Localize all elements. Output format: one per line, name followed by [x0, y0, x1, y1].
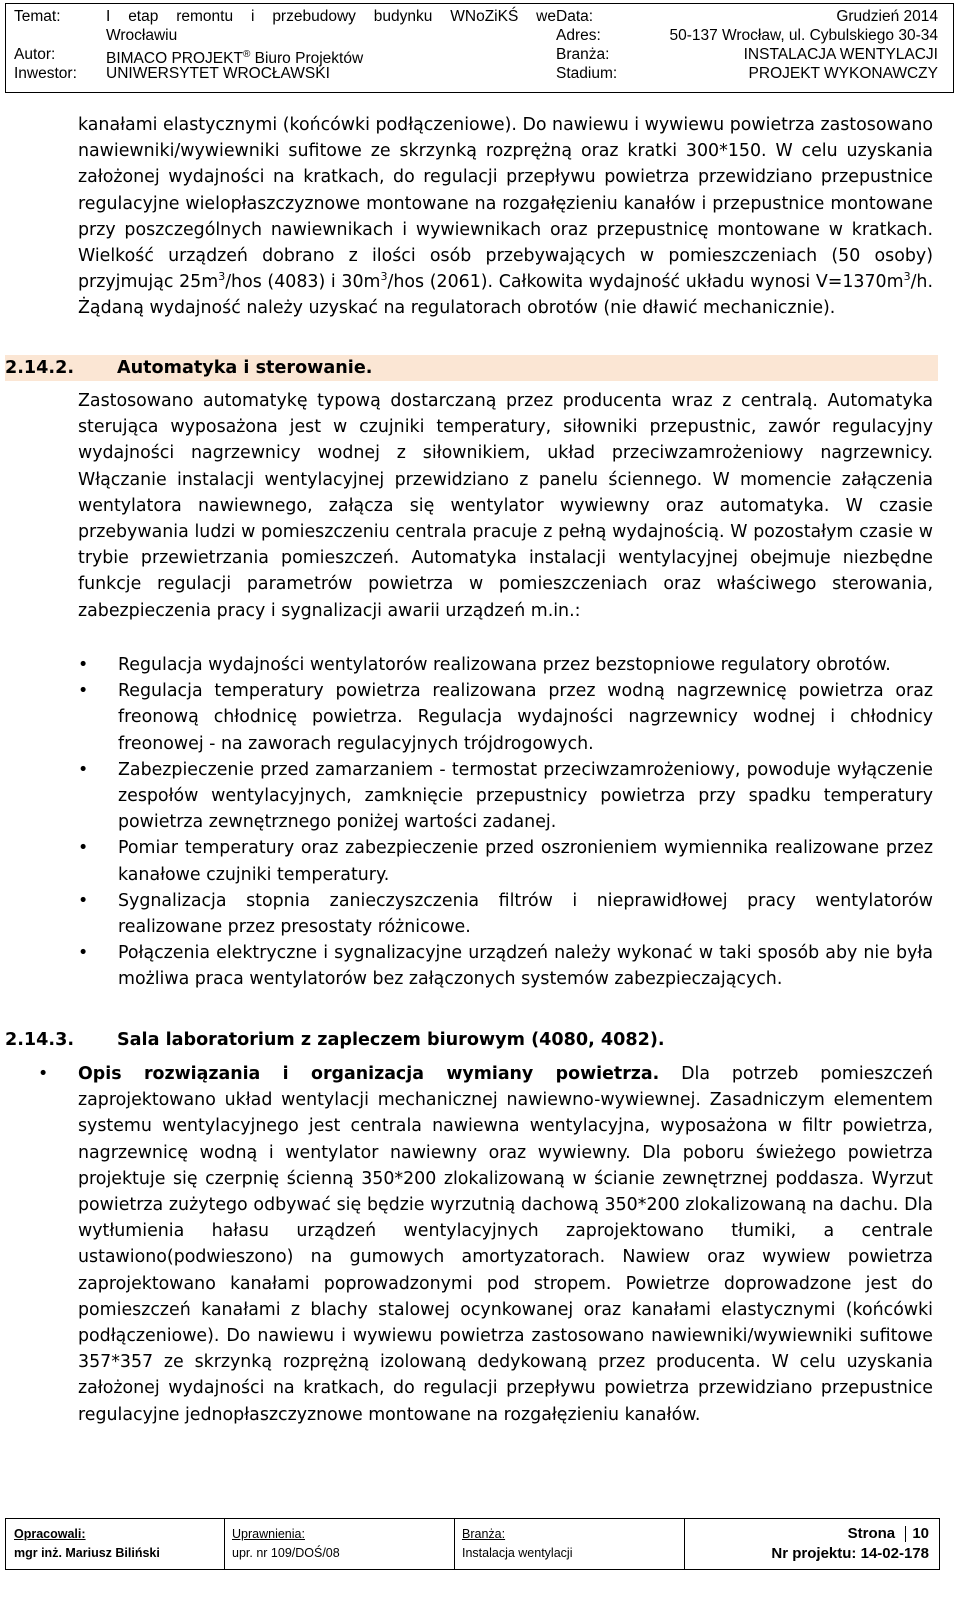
- bullet-icon: •: [78, 838, 89, 859]
- list-item: • Połączenia elektryczne i sygnalizacyjne urządzeń należy wykonać w taki sposób aby nie była możliwa praca wentylatorów bez załączonych systemów zabezpieczających.: [78, 940, 933, 992]
- bullet-icon: •: [78, 943, 89, 964]
- automation-bullet-list: [78, 652, 933, 993]
- list-item: • Pomiar temperatury oraz zabezpieczenie przed oszronieniem wymiennika realizowane przez kanałowe czujniki temperatury.: [78, 835, 933, 887]
- paragraph-ventilation-continued: kanałami elastycznymi (końcówki podłączeniowe). Do nawiewu i wywiewu powietrza zastosowano nawiewniki/wywiewniki sufitowe ze skrzynką rozprężną oraz kratki 300*150. W celu uzyskania założonej wydajności na kratkach, do regulacji przepływu powietrza przewidziano przepustnice regulacyjne wielopłaszczyznowe montowane na rozgałęzieniu kanałów i przepustnice montowane przy poszczególnych nawiewnikach i wywiewnikach oraz przepustnicę montowane w kratkach. Wielkość urządzeń dobrano z ilości osób przebywających w pomieszczeniach (50 osoby) przyjmując $25m^3$/hos (4083) i $30m^3$/hos (2061). Całkowita wydajność układu wynosi $V=1370m^3/h$. Żądaną wydajność należy uzyskać na regulatorach obrotów (nie dławić mechanicznie).: [78, 115, 933, 319]
- temat-label: Temat:: [14, 8, 61, 25]
- stadium-value: PROJEKT WYKONAWCZY: [748, 65, 938, 82]
- footer-license-cell: [224, 1519, 455, 1569]
- section-number: 2.14.3.: [5, 1030, 75, 1050]
- autor-label: Autor:: [14, 46, 56, 63]
- opracowali-value: mgr inż. Mariusz Biliński: [14, 1546, 160, 1560]
- footer-author-cell: [6, 1519, 225, 1569]
- paragraph-lead: Opis rozwiązania i organizacja wymiany powietrza.: [78, 1064, 660, 1084]
- list-item: • Sygnalizacja stopnia zanieczyszczenia filtrów i nieprawidłowej pracy wentylatorów realizowane przez presostaty różnicowe.: [78, 888, 933, 940]
- section-number: 2.14.2.: [5, 358, 75, 378]
- document-header: [5, 3, 954, 93]
- adres-label: Adres:: [556, 27, 601, 44]
- temat-value-line2: Wrocławiu: [106, 27, 178, 44]
- section-title: Automatyka i sterowanie.: [117, 358, 373, 378]
- footer-discipline-cell: [454, 1519, 685, 1569]
- paragraph-air-exchange: • Opis rozwiązania i organizacja wymiany powietrza. Dla potrzeb pomieszczeń zaprojektowano układ wentylacji mechanicznej nawiewno-wywiewnej. Zasadniczym elementem systemu wentylacyjnego jest centrala nawiewna wentylacyjna, wyposażona w filtr powietrza, nagrzewnicę wodną i wentylator nawiewny oraz wywiewny. Dla poboru świeżego powietrza projektuje się czerpnię ścienną 350*200 zlokalizowaną w ścianie zewnętrznej poddasza. Wyrzut powietrza zużytego odbywać się będzie wyrzutnią dachową 350*200 zlokalizowaną na dachu. Dla wytłumienia hałasu urządzeń wentylacyjnych zaprojektowano tłumiki, a centrale ustawiono(podwieszono) na gumowych amortyzatorach. Nawiew oraz wywiew powietrza zaprojektowano kanałami poprowadzonymi pod stropem. Powietrze doprowadzone jest do pomieszczeń kanałami z blachy stalowej ocynkowanej oraz kanałami elastycznymi (końcówki podłączeniowe). Do nawiewu i wywiewu powietrza zastosowano nawiewniki/wywiewniki sufitowe 357*357 ze skrzynką rozprężną izolowaną dedykowaną przez producenta. W celu uzyskania założonej wydajności na kratkach, do regulacji przepływu powietrza przewidziano przepustnice regulacyjne jednopłaszczyznowe montowane na rozgałęzieniu kanałów.: [38, 1061, 933, 1428]
- page-number: Strona 10: [847, 1525, 929, 1542]
- bullet-icon: •: [78, 759, 89, 780]
- list-item: • Regulacja temperatury powietrza realizowana przez wodną nagrzewnicę powietrza oraz freonową chłodnicę powietrza. Regulacja wydajności nagrzewnicy wodnej i chłodnicy freonowej - na zaworach regulacyjnych trójdrogowych.: [78, 678, 933, 757]
- temat-value-line1: I etap remontu i przebudowy budynku WNoZiKŚ we: [106, 8, 556, 25]
- inwestor-value: UNIWERSYTET WROCŁAWSKI: [106, 65, 330, 82]
- inwestor-label: Inwestor:: [14, 65, 77, 82]
- section-heading-laboratory: [5, 1027, 938, 1053]
- data-label: Data:: [556, 8, 594, 25]
- bullet-icon: •: [78, 890, 89, 911]
- data-value: Grudzień 2014: [836, 8, 938, 25]
- bullet-icon: •: [78, 681, 89, 702]
- adres-value: 50-137 Wrocław, ul. Cybulskiego 30-34: [669, 27, 938, 44]
- bullet-icon: •: [78, 655, 89, 675]
- paragraph-automation: Zastosowano automatykę typową dostarczaną przez producenta wraz z centralą. Automatyka sterująca wyposażona jest w czujniki temperatury, siłowniki przepustnic, zawór regulacyjny wydajności nagrzewnicy wodnej z siłownikiem, układ przeciwzamrożeniowy nagrzewnicy. Włączanie instalacji wentylacyjnej przewidziano z panelu ściennego. W momencie załączenia wentylatora nawiewnego, załącza się wentylator wywiewny oraz automatyka. W czasie przebywania ludzi w pomieszczeniu centrala pracuje z pełną wydajnością. W pozostałym czasie w trybie przewietrzania pomieszczeń. Automatyka instalacji wentylacyjnej obejmuje niezbędne funkcje regulacji parametrów powietrza w pomieszczeniach oraz właściwego sterowania, zabezpieczenia pracy i sygnalizacji awarii urządzeń m.in.:: [78, 391, 933, 621]
- section-title: Sala laboratorium z zapleczem biurowym (4080, 4082).: [117, 1030, 665, 1050]
- branza-footer-label: Branża:: [462, 1527, 506, 1541]
- project-number: Nr projektu: 14-02-178: [771, 1545, 929, 1562]
- branza-label: Branża:: [556, 46, 610, 63]
- uprawnienia-value: upr. nr 109/DOŚ/08: [232, 1546, 340, 1560]
- stadium-label: Stadium:: [556, 65, 618, 82]
- opracowali-label: Opracowali:: [14, 1527, 86, 1541]
- branza-value: INSTALACJA WENTYLACJI: [743, 46, 938, 63]
- document-footer: [5, 1518, 940, 1570]
- list-item: • Regulacja wydajności wentylatorów realizowana przez bezstopniowe regulatory obrotów.: [78, 652, 933, 678]
- section-heading-automation: [5, 355, 938, 381]
- branza-footer-value: Instalacja wentylacji: [462, 1546, 573, 1560]
- uprawnienia-label: Uprawnienia:: [232, 1527, 305, 1541]
- bullet-icon: •: [38, 1064, 49, 1084]
- autor-value: BIMACO PROJEKT® Biuro Projektów: [106, 49, 364, 68]
- list-item: • Zabezpieczenie przed zamarzaniem - termostat przeciwzamrożeniowy, powoduje wyłączenie zespołów wentylacyjnych, zamknięcie przepustnicy powietrza przy spadku temperatury powietrza zewnętrznego poniżej wartości zadanej.: [78, 757, 933, 836]
